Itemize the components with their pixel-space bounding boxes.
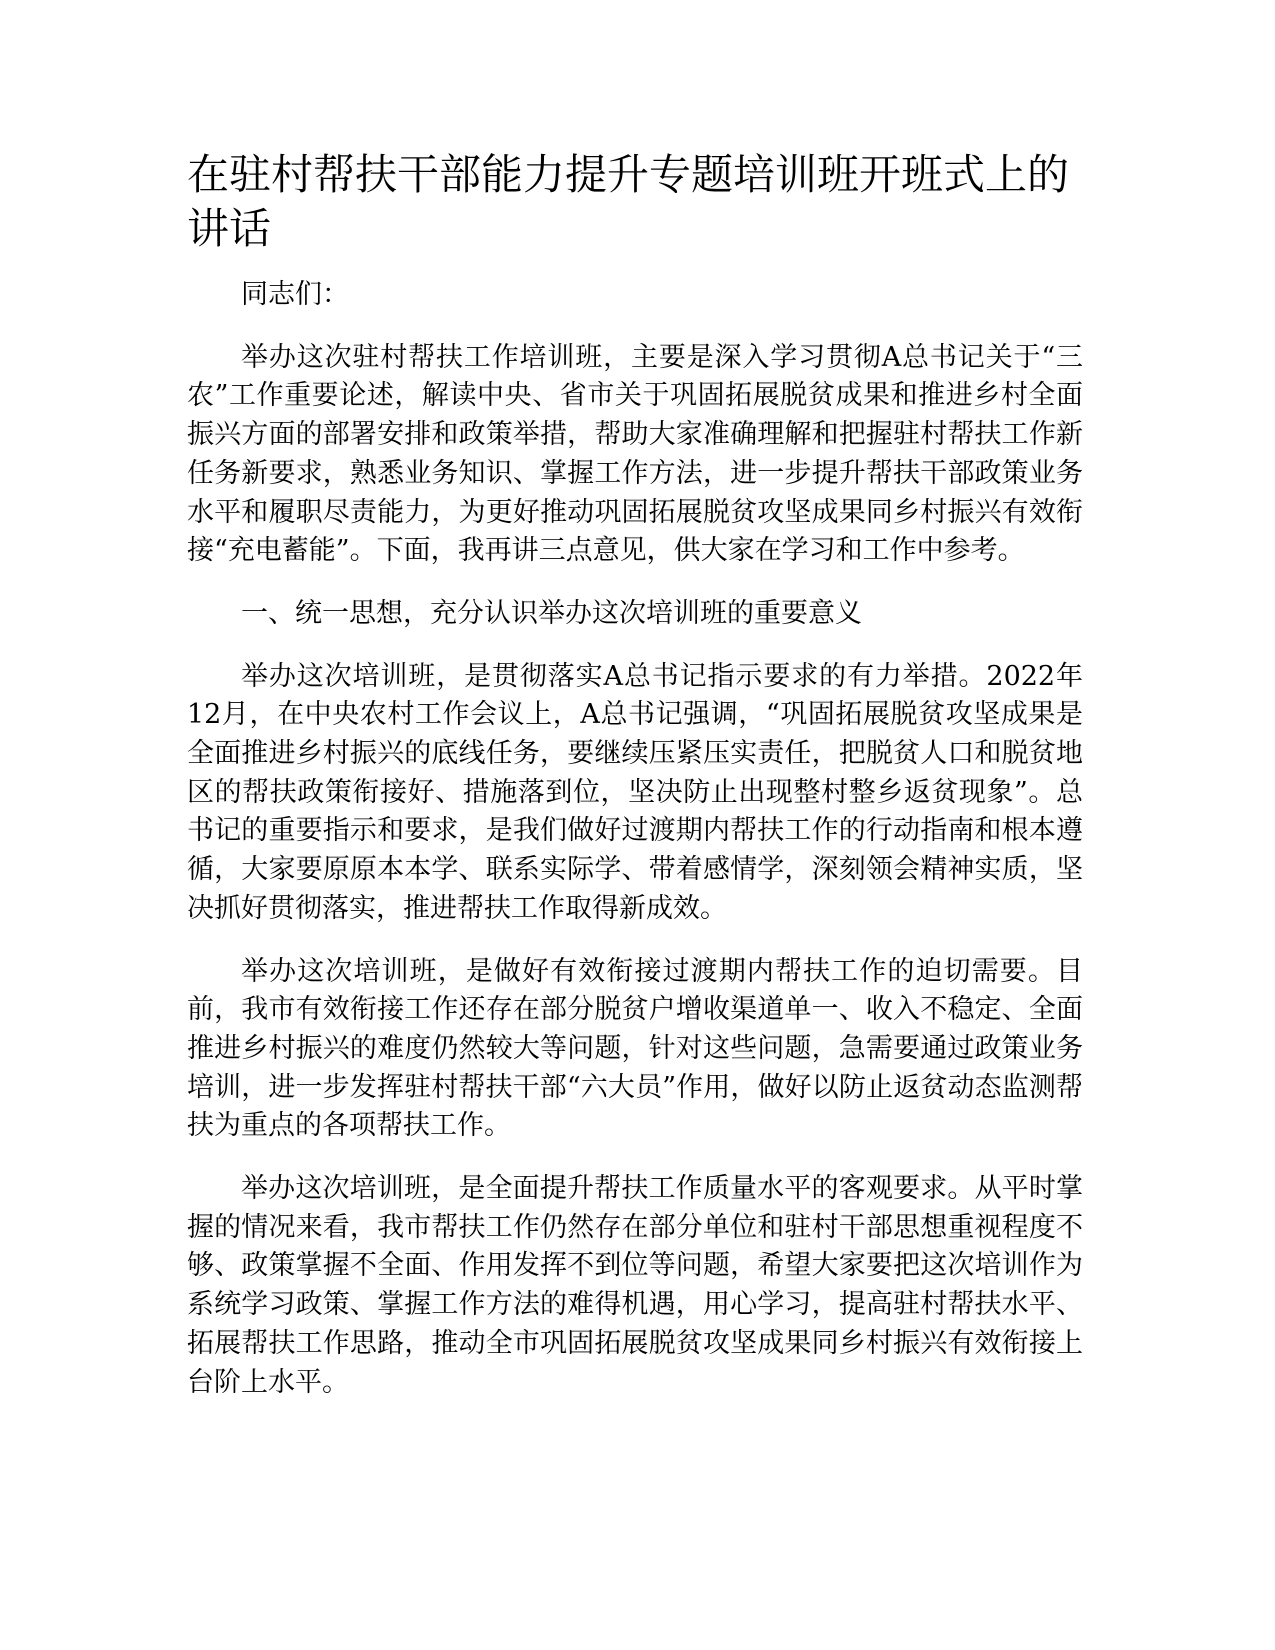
paragraph-intro: 举办这次驻村帮扶工作培训班，主要是深入学习贯彻A总书记关于“三农”工作重要论述，解读中央、省市关于巩固拓展脱贫成果和推进乡村全面振兴方面的部署安排和政策举措，帮助大家准确理解和把握驻村帮扶工作新任务新要求，熟悉业务知识、掌握工作方法，进一步提升帮扶干部政策业务水平和履职尽责能力，为更好推动巩固拓展脱贫攻坚成果同乡村振兴有效衔接“充电蓄能”。下面，我再讲三点意见，供大家在学习和工作中参考。 <box>187 341 1083 567</box>
paragraph-significance-2: 举办这次培训班，是做好有效衔接过渡期内帮扶工作的迫切需要。目前，我市有效衔接工作还存在部分脱贫户增收渠道单一、收入不稳定、全面推进乡村振兴的难度仍然较大等问题，针对这些问题，急需要通过政策业务培训，进一步发挥驻村帮扶干部“六大员”作用，做好以防止返贫动态监测帮扶为重点的各项帮扶工作。 <box>187 955 1083 1142</box>
paragraph-significance-3: 举办这次培训班，是全面提升帮扶工作质量水平的客观要求。从平时掌握的情况来看，我市帮扶工作仍然存在部分单位和驻村干部思想重视程度不够、政策掌握不全面、作用发挥不到位等问题，希望大家要把这次培训作为系统学习政策、掌握工作方法的难得机遇，用心学习，提高驻村帮扶水平、拓展帮扶工作思路，推动全市巩固拓展脱贫攻坚成果同乡村振兴有效衔接上台阶上水平。 <box>187 1173 1083 1398</box>
document-page <box>187 148 1083 1426</box>
salutation: 同志们： <box>241 279 349 310</box>
document-title: 在驻村帮扶干部能力提升专题培训班开班式上的讲话 <box>187 150 1070 253</box>
paragraph-significance-1: 举办这次培训班，是贯彻落实A总书记指示要求的有力举措。2022年12月，在中央农村工作会议上，A总书记强调，“巩固拓展脱贫攻坚成果是全面推进乡村振兴的底线任务，要继续压紧压实责任，把脱贫人口和脱贫地区的帮扶政策衔接好、措施落到位，坚决防止出现整村整乡返贫现象”。总书记的重要指示和要求，是我们做好过渡期内帮扶工作的行动指南和根本遵循，大家要原原本本学、联系实际学、带着感情学，深刻领会精神实质，坚决抓好贯彻落实，推进帮扶工作取得新成效。 <box>187 660 1083 924</box>
section-heading-1: 一、统一思想，充分认识举办这次培训班的重要意义 <box>241 597 862 629</box>
